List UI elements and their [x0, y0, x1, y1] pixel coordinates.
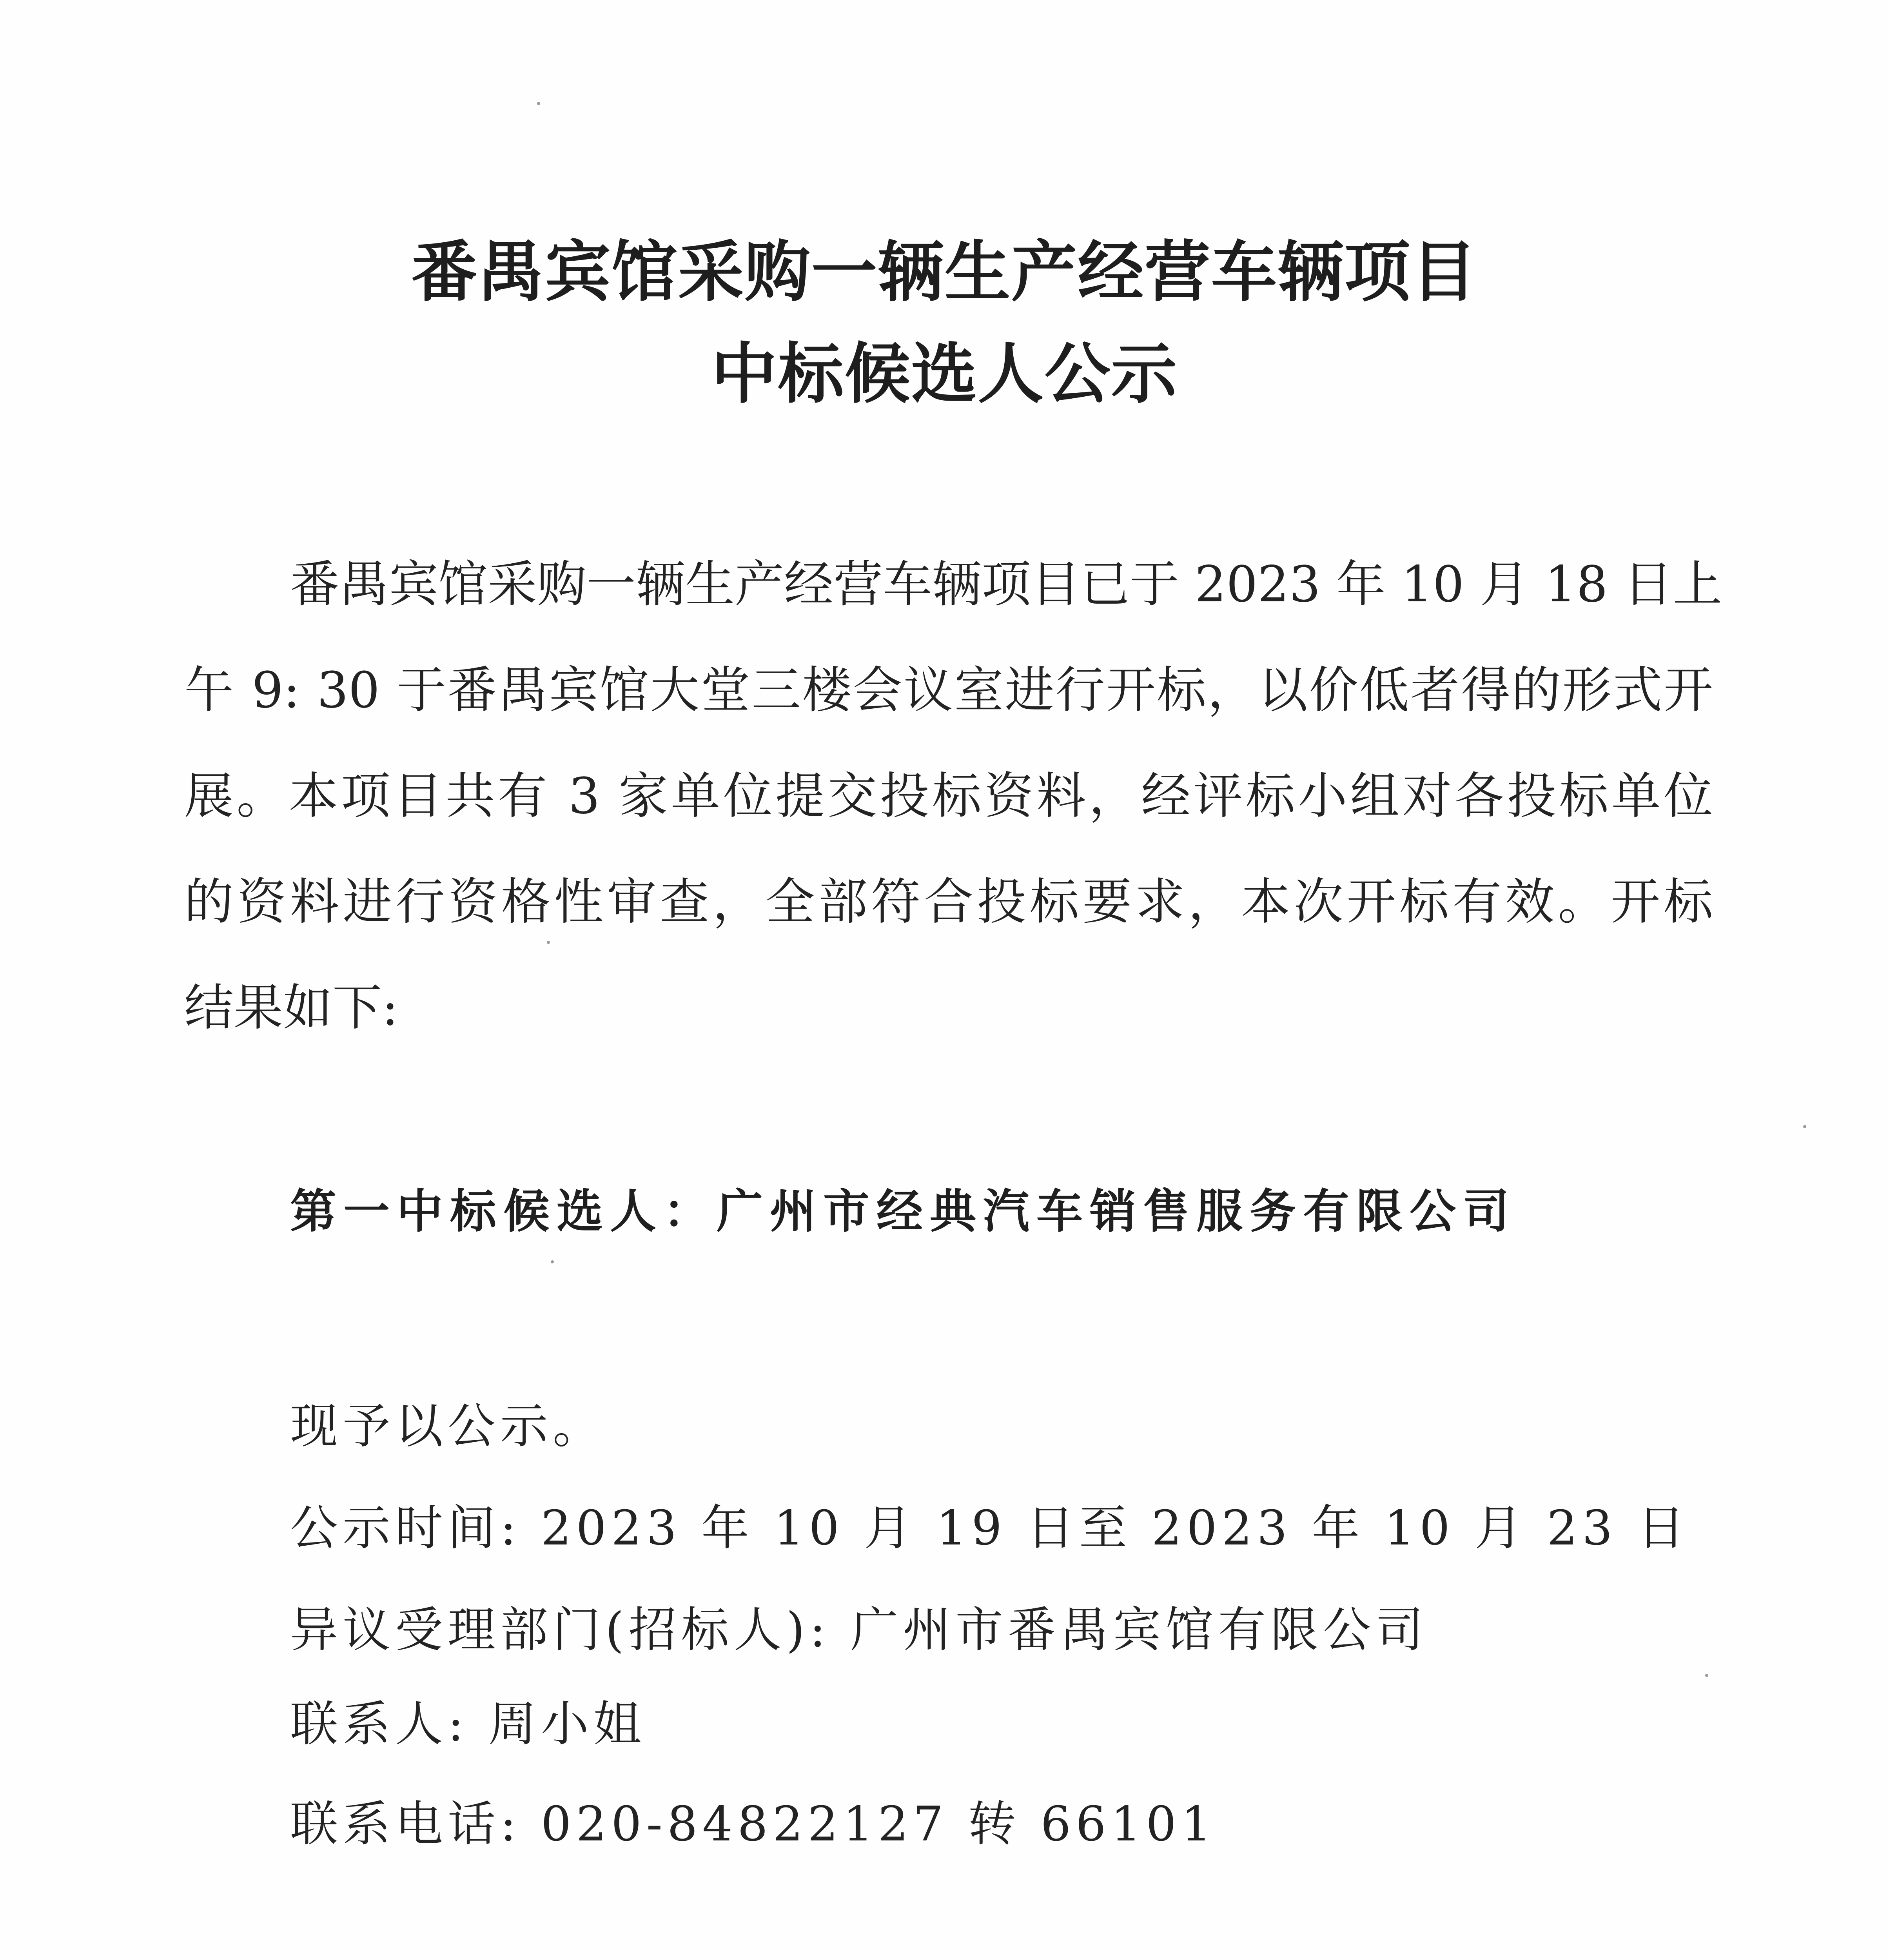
scan-speck — [537, 102, 540, 105]
publicity-period: 公示时间: 2023 年 10 月 19 日至 2023 年 10 月 23 日 — [290, 1500, 1690, 1556]
scan-speck — [1803, 1125, 1806, 1128]
objection-department: 异议受理部门(招标人): 广州市番禺宾馆有限公司 — [290, 1602, 1428, 1658]
winning-candidate: 第一中标候选人：广州市经典汽车销售服务有限公司 — [290, 1184, 1517, 1238]
notice-statement: 现予以公示。 — [290, 1398, 605, 1454]
document-title-line-1: 番禺宾馆采购一辆生产经营车辆项目 — [411, 234, 1478, 310]
body-paragraph-line: 的资料进行资格性审查，全部符合投标要求，本次开标有效。开标 — [184, 873, 1713, 931]
contact-phone: 联系电话: 020-84822127 转 66101 — [290, 1796, 1216, 1852]
body-paragraph-line: 结果如下: — [184, 979, 399, 1036]
scan-speck — [551, 1260, 554, 1263]
body-paragraph-line: 番禺宾馆采购一辆生产经营车辆项目已于 2023 年 10 月 18 日上 — [290, 555, 1722, 613]
scan-speck — [547, 941, 550, 944]
contact-person: 联系人: 周小姐 — [290, 1696, 646, 1752]
body-paragraph-line: 午 9: 30 于番禺宾馆大堂三楼会议室进行开标，以价低者得的形式开 — [184, 661, 1713, 719]
document-title-line-2: 中标候选人公示 — [711, 336, 1178, 412]
scan-speck — [1705, 1674, 1708, 1677]
body-paragraph-line: 展。本项目共有 3 家单位提交投标资料，经评标小组对各投标单位 — [184, 767, 1713, 825]
